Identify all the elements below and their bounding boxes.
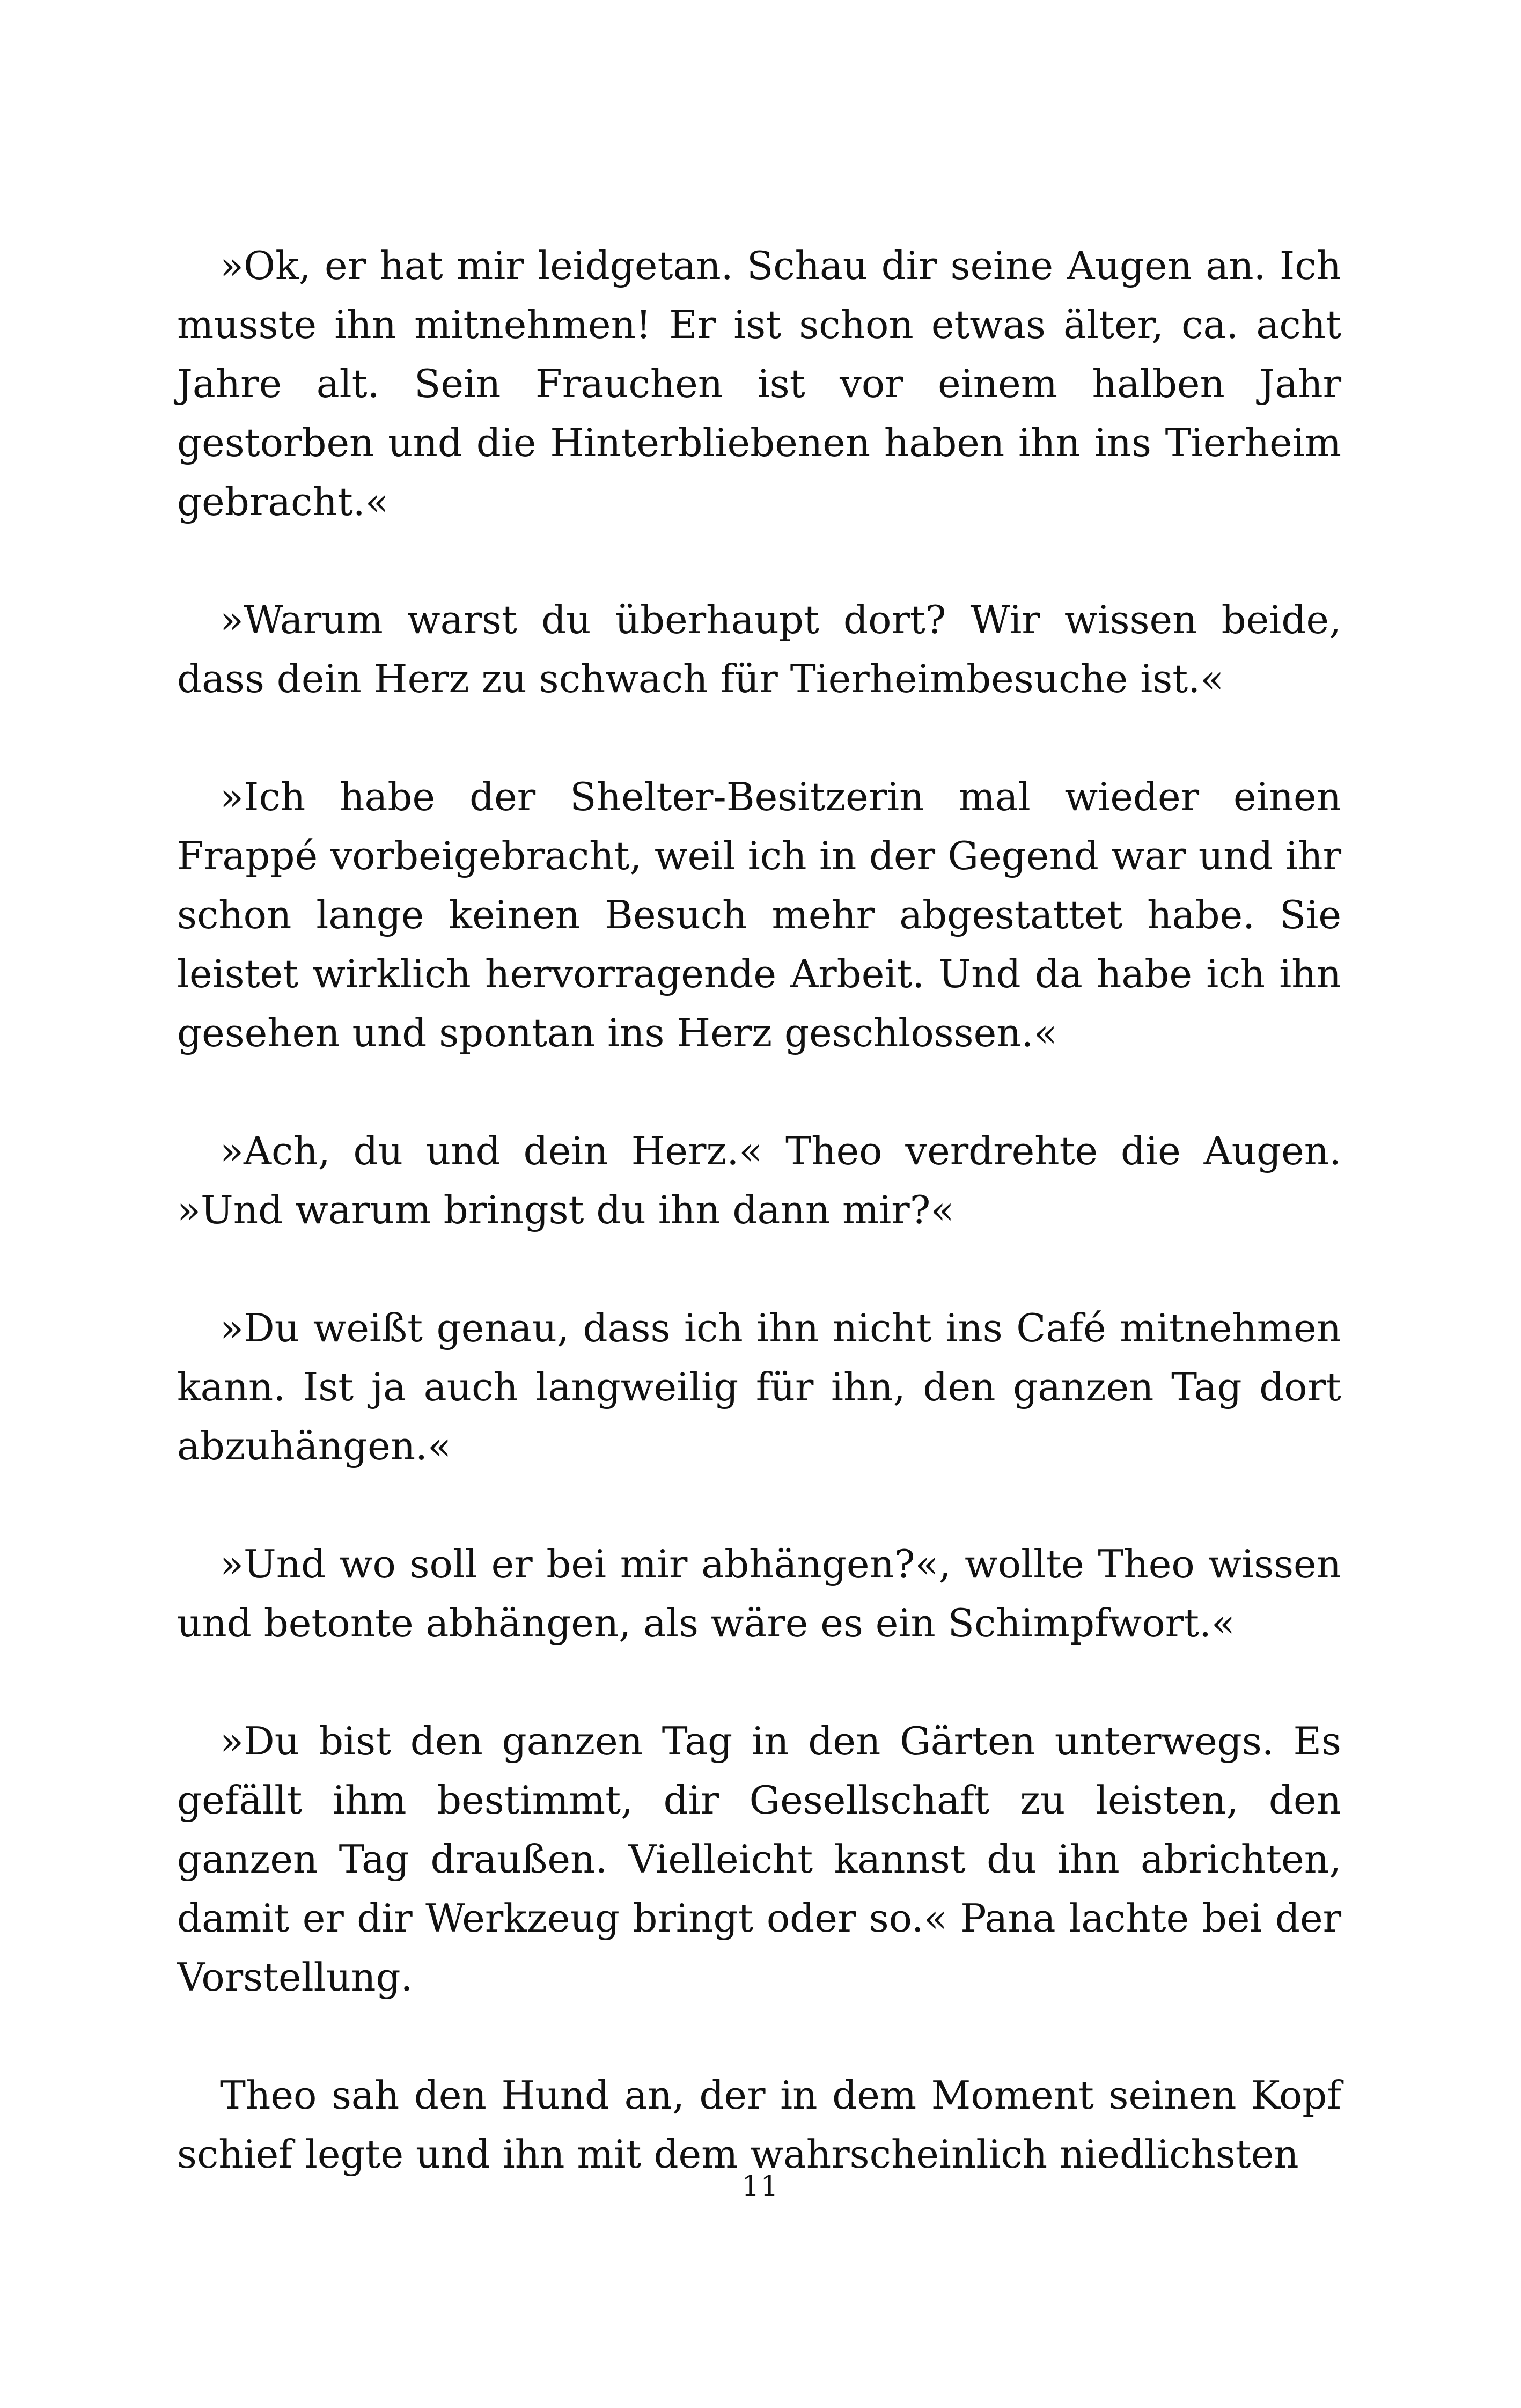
page-number: 11 <box>741 2170 780 2203</box>
paragraph-1: »Ok, er hat mir leidgetan. Schau dir seine Augen an. Ich musste ihn mitnehmen! Er ist schon etwas älter, ca. acht Jahre alt. Sein Frauchen ist vor einem halben Jahr gestorben und die Hinterbliebenen haben ihn ins Tierheim gebracht.« <box>177 243 1341 524</box>
paragraph-2: »Warum warst du überhaupt dort? Wir wissen beide, dass dein Herz zu schwach für Tierheimbesuche ist.« <box>177 597 1341 701</box>
paragraph-8: Theo sah den Hund an, der in dem Moment seinen Kopf schief legte und ihn mit dem wahrscheinlich niedlichsten <box>177 2073 1341 2177</box>
paragraph-5: »Du weißt genau, dass ich ihn nicht ins Café mitnehmen kann. Ist ja auch langweilig für ihn, den ganzen Tag dort abzuhängen.« <box>177 1305 1341 1469</box>
body-text <box>177 236 1341 2184</box>
paragraph-3: »Ich habe der Shelter-Besitzerin mal wieder einen Frappé vorbeigebracht, weil ich in der Gegend war und ihr schon lange keinen Besuch mehr abgestattet habe. Sie leistet wirklich hervorragende Arbeit. Und da habe ich ihn gesehen und spontan ins Herz geschlossen.« <box>177 774 1341 1055</box>
paragraph-7: »Du bist den ganzen Tag in den Gärten unterwegs. Es gefällt ihm bestimmt, dir Gesellschaft zu leisten, den ganzen Tag draußen. Vielleicht kannst du ihn abrichten, damit er dir Werkzeug bringt oder so.« Pana lachte bei der Vorstellung. <box>177 1719 1341 2000</box>
paragraph-6: »Und wo soll er bei mir abhängen?«, wollte Theo wissen und betonte abhängen, als wäre es ein Schimpfwort.« <box>177 1541 1341 1646</box>
paragraph-4: »Ach, du und dein Herz.« Theo verdrehte die Augen. »Und warum bringst du ihn dann mir?« <box>177 1128 1341 1232</box>
